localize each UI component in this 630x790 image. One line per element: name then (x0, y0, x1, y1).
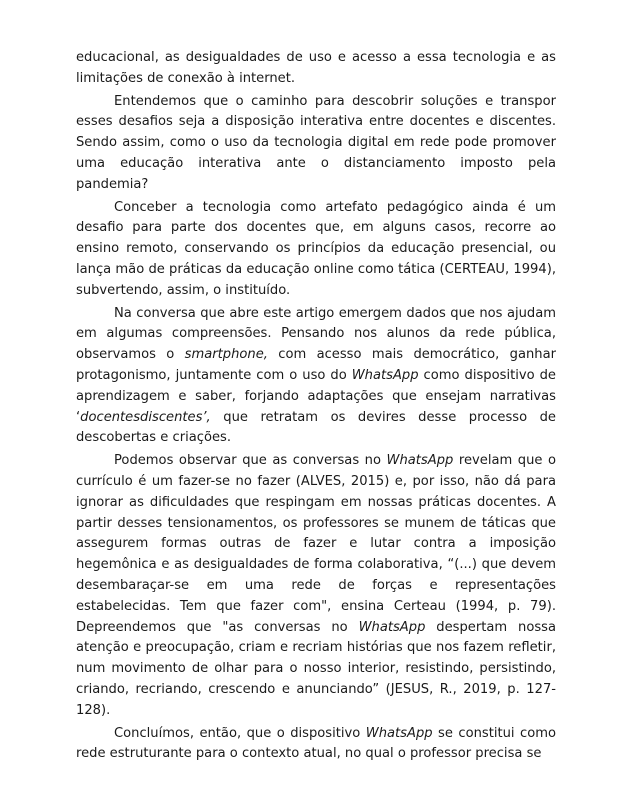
italic-term: WhatsApp (365, 725, 433, 741)
paragraph-conclusion (76, 724, 556, 766)
italic-term: WhatsApp (386, 453, 454, 469)
paragraph-interactive-education (76, 92, 556, 196)
text-segment: com acesso mais democrático, ganhar protagonismo, juntamente com o uso do (76, 347, 557, 383)
italic-term: WhatsApp (358, 619, 426, 635)
italic-term: docentesdiscentes’, (80, 409, 211, 425)
text-segment: como dispositivo de aprendizagem e saber, forjando adaptações que ensejam narrativas ‘ (76, 367, 556, 425)
text-segment: Podemos observar que as conversas no (114, 453, 387, 469)
italic-term: WhatsApp (351, 367, 419, 383)
text-segment: Na conversa que abre este artigo emergem dados que nos ajudam em algumas compreensões. Pensando nos alunos da rede pública, observamos o (76, 305, 556, 363)
paragraph-whatsapp-curriculum (76, 451, 556, 721)
text-segment: revelam que o currículo é um fazer-se no fazer (ALVES, 2015) e, por isso, não dá para ignorar as dificuldades que respingam em nossas práticas docentes. A partir desses tensionamentos, os professores se munem de táticas que assegurem formas outras de fazer e lutar contra a imposição hegemônica e as desigualdades de forma colaborativa, “(...) que devem desembaraçar-se em uma rede de forças e representações estabelecidas. Tem que fazer com", ensina Certeau (1994, p. 79). Depreendemos que "as conversas no (76, 453, 556, 635)
paragraph-continuation (76, 48, 556, 90)
text-segment: Conceber a tecnologia como artefato pedagógico ainda é um desafio para parte dos docentes que, em alguns casos, recorre ao ensino remoto, conservando os princípios da educação presencial, ou lança mão de práticas da educação online como tática (CERTEAU, 1994), subvertendo, assim, o instituído. (76, 199, 556, 298)
paragraph-conversation-data (76, 304, 556, 450)
text-segment: educacional, as desigualdades de uso e acesso a essa tecnologia e as limitações de conexão à internet. (76, 50, 556, 86)
text-segment: Concluímos, então, que o dispositivo (114, 725, 366, 741)
text-segment: se constitui como rede estruturante para o contexto atual, no qual o professor precisa se (76, 725, 557, 762)
text-segment: despertam nossa atenção e preocupação, criam e recriam histórias que nos fazem refletir, num movimento de olhar para o nosso interior, resistindo, persistindo, criando, recriando, crescendo e anunciando” (JESUS, R., 2019, p. 127-128). (76, 619, 556, 718)
document-page (76, 48, 556, 765)
text-segment: que retratam os devires desse processo de descobertas e criações. (76, 409, 556, 446)
text-segment: Entendemos que o caminho para descobrir soluções e transpor esses desafios seja a disposição interativa entre docentes e discentes. Sendo assim, como o uso da tecnologia digital em rede pode promover uma educação interativa ante o distanciamento imposto pela pandemia? (76, 93, 556, 192)
italic-term: smartphone, (184, 347, 268, 363)
paragraph-pedagogical-technology (76, 198, 556, 302)
